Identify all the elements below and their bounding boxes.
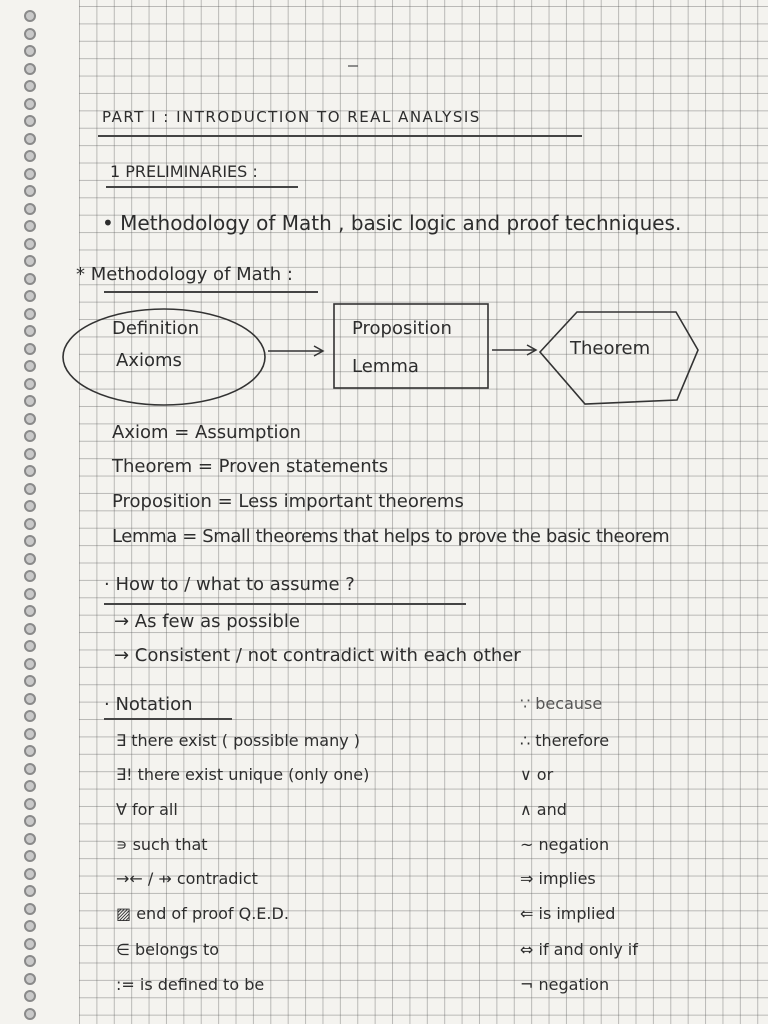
notation-right-item: ⇐ is implied — [520, 904, 616, 923]
notation-right-item: ¬ negation — [520, 975, 610, 994]
notation-left-item: →← / ⇸ contradict — [116, 869, 258, 888]
how-underline — [104, 603, 466, 605]
sub-heading: * Methodology of Math : — [76, 264, 293, 285]
notation-heading: · Notation — [104, 694, 193, 715]
notation-left-item: ▨ end of proof Q.E.D. — [116, 904, 289, 923]
section-heading: 1 PRELIMINARIES : — [110, 162, 258, 181]
diagram-axioms: Axioms — [116, 350, 182, 371]
notation-right-item: ∵ because — [520, 694, 603, 713]
notation-right-item: ∨ or — [520, 765, 554, 784]
notation-right-item: ~ negation — [520, 835, 610, 854]
definition-axiom: Axiom = Assumption — [112, 422, 301, 443]
notation-left-item: ∈ belongs to — [116, 940, 220, 959]
notation-right-item: ⇒ implies — [520, 869, 596, 888]
definition-theorem: Theorem = Proven statements — [112, 456, 389, 477]
part-title: PART I : INTRODUCTION TO REAL ANALYSIS — [102, 108, 481, 126]
definition-proposition: Proposition = Less important theorems — [112, 491, 464, 512]
diagram-proposition: Proposition — [352, 318, 452, 339]
notation-left-item: := is defined to be — [116, 975, 265, 994]
definition-lemma: Lemma = Small theorems that helps to prove the basic theorem — [112, 526, 670, 547]
section-underline — [106, 186, 298, 188]
notation-left-item: ∀ for all — [116, 800, 178, 819]
diagram-lemma: Lemma — [352, 356, 419, 377]
how-item: → As few as possible — [114, 611, 300, 632]
notation-right-item: ⇔ if and only if — [520, 940, 638, 959]
sub-heading-underline — [104, 291, 318, 293]
how-item: → Consistent / not contradict with each other — [114, 645, 521, 666]
how-heading: · How to / what to assume ? — [104, 574, 355, 595]
notation-left-item: ∃! there exist unique (only one) — [116, 765, 370, 784]
notation-right-item: ∴ therefore — [520, 731, 610, 750]
notation-left-item: ∃ there exist ( possible many ) — [116, 731, 361, 750]
title-underline — [98, 135, 582, 137]
diagram-definition: Definition — [112, 318, 200, 339]
notation-right-item: ∧ and — [520, 800, 567, 819]
notation-underline — [104, 718, 232, 720]
diagram-theorem: Theorem — [570, 338, 651, 359]
notation-left-item: ∍ such that — [116, 835, 208, 854]
topic-line: • Methodology of Math , basic logic and proof techniques. — [102, 211, 682, 235]
